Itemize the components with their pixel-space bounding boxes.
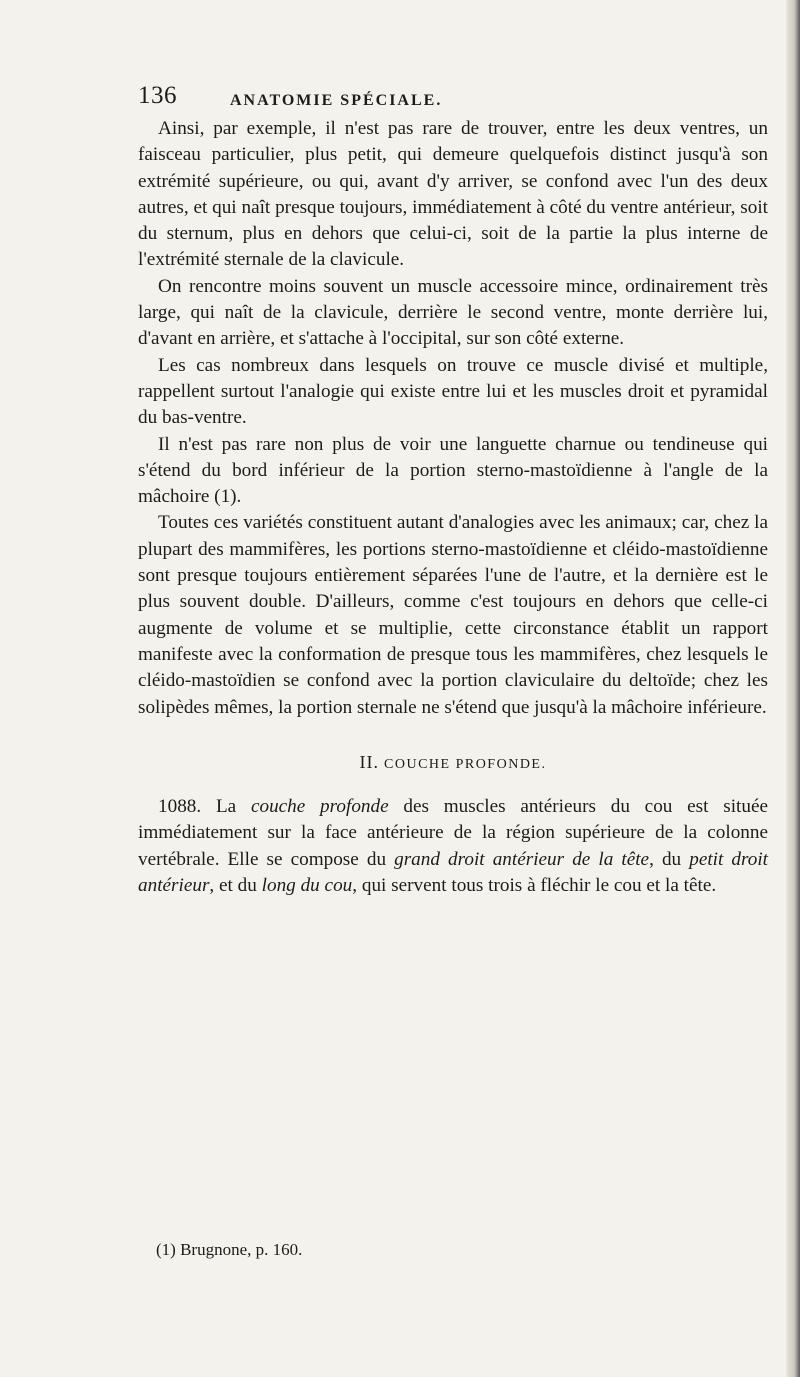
page-number: 136 — [138, 82, 177, 109]
running-title: ANATOMIE SPÉCIALE. — [230, 92, 443, 109]
section-number: II. — [359, 751, 380, 772]
text-run: , qui servent tous trois à fléchir le cou et la tête. — [352, 875, 717, 897]
paragraph: Les cas nombreux dans lesquels on trouve ce muscle divisé et multiple, rappellent surtout l'analogie qui existe entre lui et les muscles droit et pyramidal du bas-ventre. — [138, 354, 768, 429]
paragraph: Toutes ces variétés constituent autant d'analogies avec les animaux; car, chez la plupart des mammifères, les portions sterno-mastoïdienne et cléido-mastoïdienne sont presque toujours entièrement séparées l'une de l'autre, et la dernière est le plus souvent double. D'ailleurs, comme c'est toujours en dehors que celle-ci augmente de volume et se multiplie, cette circonstance établit un rapport manifeste avec la conformation de presque tous les mammifères, chez lesquels le cléido-mastoïdien se confond avec la portion claviculaire du deltoïde; chez les solipèdes mêmes, la portion sternale ne s'étend que jusqu'à la mâchoire inférieure. — [138, 512, 768, 718]
page-header — [138, 82, 778, 112]
section-heading — [138, 749, 768, 778]
emphasis-term: petit droit antérieur — [138, 848, 768, 897]
text-run: 1088. La — [158, 796, 251, 818]
text-run: des muscles antérieurs du cou est située immédiatement sur la face antérieure de la région supérieure de la colonne vertébrale. Elle se compose du — [138, 796, 768, 870]
section-title: COUCHE PROFONDE. — [384, 756, 547, 772]
paragraph: Il n'est pas rare non plus de voir une languette charnue ou tendineuse qui s'étend du bord inférieur de la portion sterno-mastoïdienne à l'angle de la mâchoire (1). — [138, 433, 768, 508]
emphasis-term: couche profonde — [250, 796, 389, 818]
footnote: (1) Brugnone, p. 160. — [156, 1240, 303, 1259]
paragraph: On rencontre moins souvent un muscle accessoire mince, ordinairement très large, qui naît de la clavicule, derrière le second ventre, monte derrière lui, d'avant en arrière, et s'attache à l'occipital, sur son côté externe. — [138, 275, 768, 350]
emphasis-term: long du cou — [261, 875, 353, 897]
page-edge-shadow — [786, 0, 800, 1377]
paragraph: Ainsi, par exemple, il n'est pas rare de trouver, entre les deux ventres, un faisceau particulier, plus petit, qui demeure quelquefois distinct jusqu'à son extrémité supérieure, ou qui, avant d'y arriver, se confond avec l'un des deux autres, et qui naît presque toujours, immédiatement à côté du ventre antérieur, soit du sternum, plus en dehors que celui-ci, soit de la partie la plus interne de l'extrémité sternale de la clavicule. — [138, 118, 768, 271]
text-run: , du — [649, 848, 690, 870]
text-run: , et du — [209, 875, 262, 897]
paragraph-1088 — [138, 794, 768, 899]
emphasis-term: grand droit antérieur de la tête — [394, 848, 650, 870]
body-text — [138, 116, 768, 899]
